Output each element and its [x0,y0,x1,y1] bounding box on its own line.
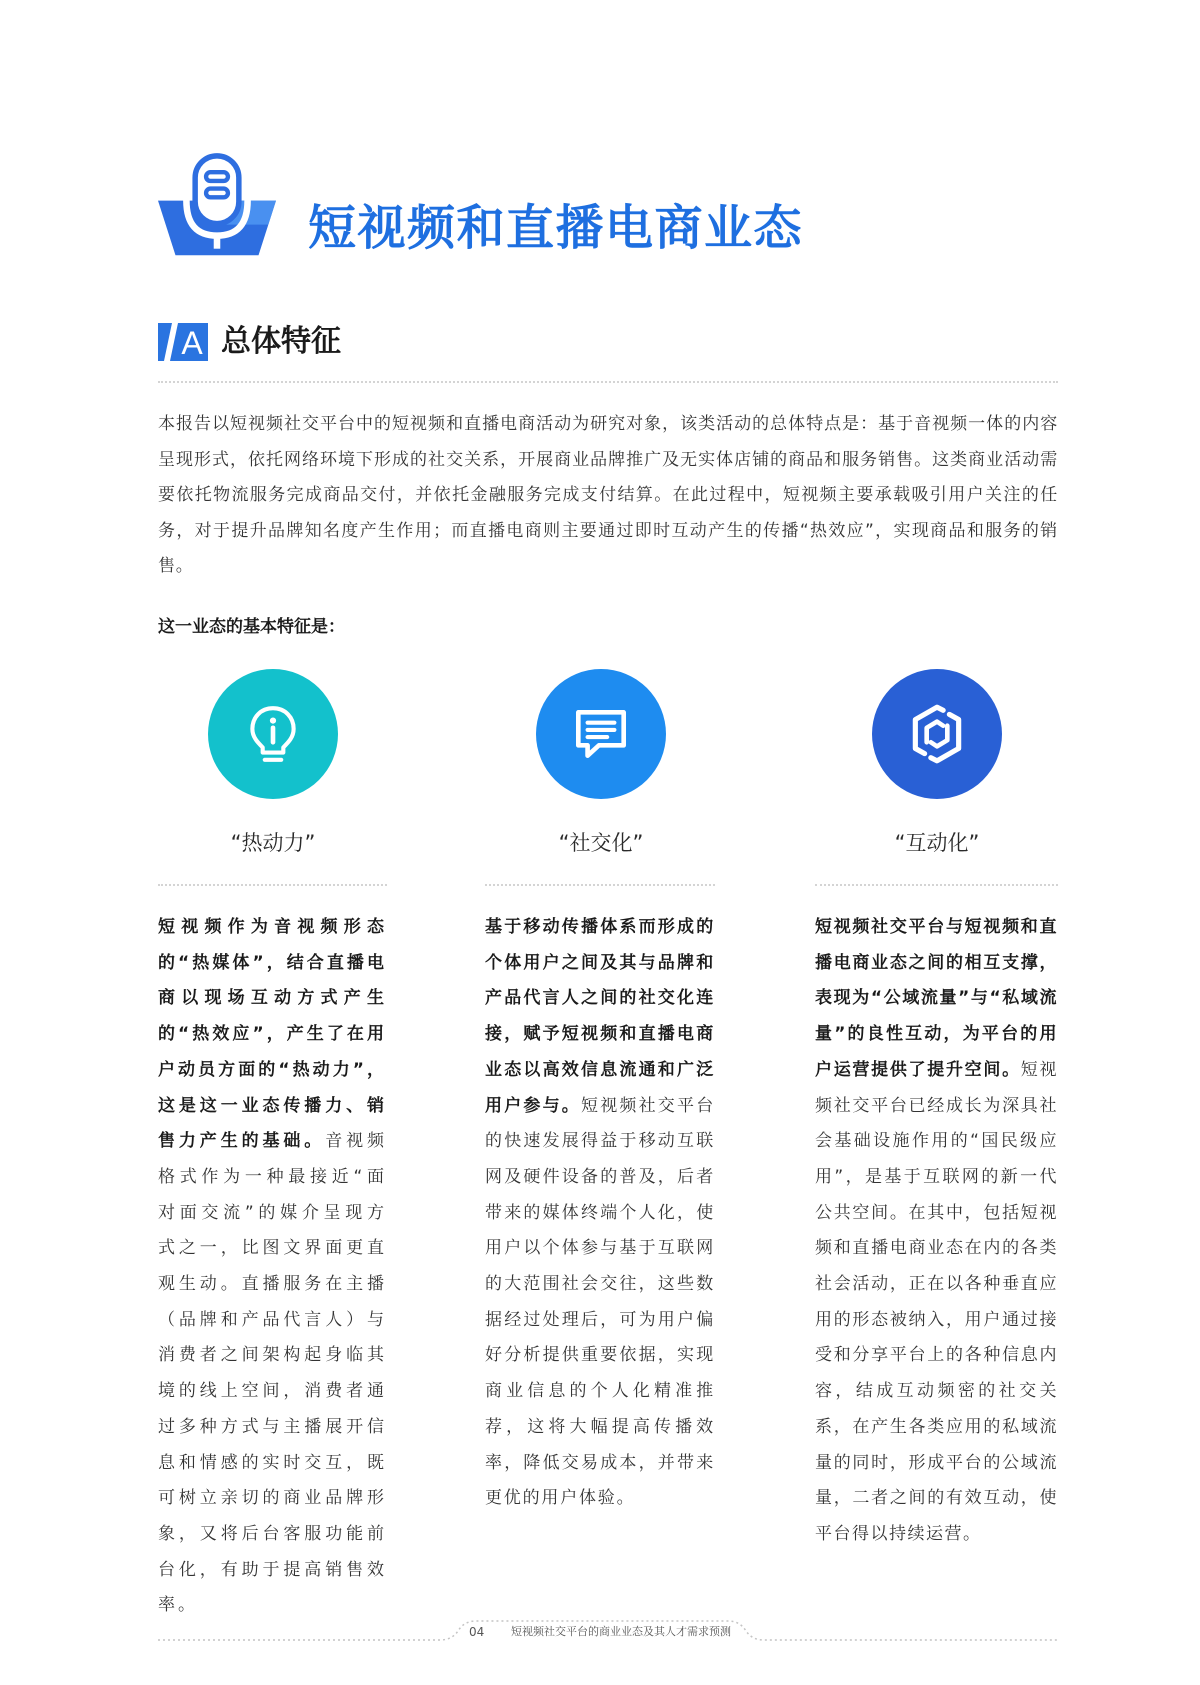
divider [158,381,1058,383]
feature-description-3 [815,910,1058,1553]
section-letter-badge [158,323,208,361]
feature-summary: 短视频社交平台与短视频和直播电商业态之间的相互支撑，表现为“公域流量”与“私域流量”的良性互动，为平台的用户运营提供了提升空间。 [815,917,1058,1080]
chat-bubble-icon [568,701,634,767]
feature-label-1: “热动力” [230,831,316,855]
feature-description-1 [158,910,387,1624]
feature-label-2: “社交化” [558,831,644,855]
divider [815,884,1058,886]
divider [485,884,715,886]
page-title: 短视频和直播电商业态 [308,200,804,256]
divider [158,884,387,886]
feature-circle-2 [536,669,666,799]
intro-paragraph: 本报告以短视频社交平台中的短视频和直播电商活动为研究对象，该类活动的总体特点是：基于音视频一体的内容呈现形式，依托网络环境下形成的社交关系，开展商业品牌推广及无实体店铺的商品和服务销售。这类商业活动需要依托物流服务完成商品交付，并依托金融服务完成支付结算。在此过程中，短视频主要承载吸引用户关注的任务，对于提升品牌知名度产生作用；而直播电商则主要通过即时互动产生的传播“热效应”，实现商品和服务的销售。 [158,414,1058,577]
section-title: 总体特征 [221,324,341,359]
feature-circle-3 [872,669,1002,799]
section-letter: A [181,325,203,361]
feature-detail: 音视频格式作为一种最接近“面对面交流”的媒介呈现方式之一，比图文界面更直观生动。直播服务在主播（品牌和产品代言人）与消费者之间架构起身临其境的线上空间，消费者通过多种方式与主播展开信息和情感的实时交互，既可树立亲切的商业品牌形象，又将后台客服功能前台化，有助于提高销售效率。 [158,1131,388,1616]
feature-label-3: “互动化” [894,831,980,855]
footer-title: 短视频社交平台的商业业态及其人才需求预测 [511,1625,731,1638]
page-number: 04 [469,1625,485,1639]
feature-description-2 [485,910,715,1517]
lightbulb-info-icon [240,701,306,767]
features-heading: 这一业态的基本特征是： [158,617,345,637]
hexagon-link-icon [904,701,970,767]
feature-detail: 短视频社交平台已经成长为深具社会基础设施作用的“国民级应用”，是基于互联网的新一代公共空间。在其中，包括短视频和直播电商业态在内的各类社会活动，正在以各种垂直应用的形态被纳入，用户通过接受和分享平台上的各种信息内容，结成互动频密的社交关系，在产生各类应用的私域流量的同时，形成平台的公域流量，二者之间的有效互动，使平台得以持续运营。 [815,1059,1059,1544]
feature-summary: 基于移动传播体系而形成的个体用户之间及其与品牌和产品代言人之间的社交化连接，赋予短视频和直播电商业态以高效信息流通和广泛用户参与。 [485,917,715,1116]
feature-circle-1 [208,669,338,799]
feature-summary: 短视频作为音视频形态的“热媒体”，结合直播电商以现场互动方式产生的“热效应”，产生了在用户动员方面的“热动力”，这是这一业态传播力、销售力产生的基础。 [158,917,387,1152]
microphone-icon [158,152,276,258]
feature-detail: 短视频社交平台的快速发展得益于移动互联网及硬件设备的普及，后者带来的媒体终端个人化，使用户以个体参与基于互联网的大范围社会交往，这些数据经过处理后，可为用户偏好分析提供重要依据，实现商业信息的个人化精准推荐，这将大幅提高传播效率，降低交易成本，并带来更优的用户体验。 [485,1095,715,1509]
